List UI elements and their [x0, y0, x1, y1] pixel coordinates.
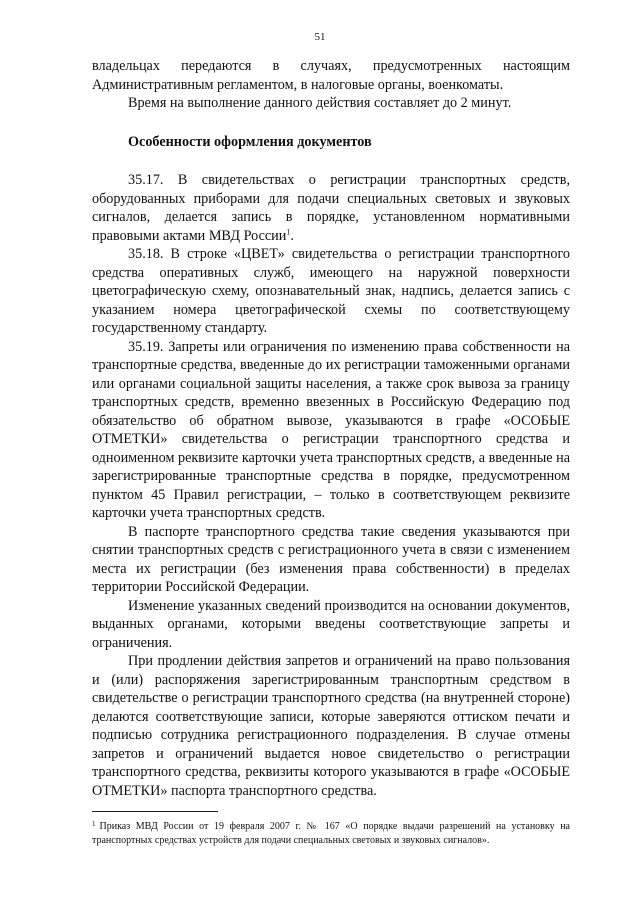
footnote-reference: 1: [286, 226, 291, 236]
paragraph-time-note: Время на выполнение данного действия составляет до 2 минут.: [128, 95, 512, 111]
paragraph-35-17: [92, 171, 570, 245]
paragraph-passport: В паспорте транспортного средства такие сведения указываются при снятии транспортных средств с регистрационного учета в связи с изменением места их регистрации (без изменения права собственности) в пределах территории Российской Федерации.: [92, 523, 570, 595]
paragraph-35-19: 35.19. Запреты или ограничения по изменению права собственности на транспортные средства, введенные до их регистрации таможенными органами или органами социальной защиты населения, а также срок вывоза за границу транспортных средств, временно ввезенных в Российскую Федерацию под обязательство об обратном вывозе, указываются в графе «ОСОБЫЕ ОТМЕТКИ» свидетельства о регистрации транспортного средства и одноименном реквизите карточки учета транспортных средств, а введенные на зарегистрированные транспортные средства в порядке, предусмотренном пунктом 45 Правил регистрации, – только в соответствующем реквизите карточки учета транспортных средств.: [92, 338, 570, 521]
page-number: 51: [314, 31, 326, 43]
paragraph-extension: При продлении действия запретов и ограничений на право пользования и (или) распоряжения зарегистрированным транспортным средством в свидетельстве о регистрации транспортного средства (на внутренней стороне) делаются соответствующие записи, которые заверяются оттиском печати и подписью сотрудника регистрационного подразделения. В случае отмены запретов и ограничений выдается новое свидетельство о регистрации транспортного средства, реквизиты которого указываются в графе «ОСОБЫЕ ОТМЕТКИ» паспорта транспортного средства.: [92, 653, 570, 799]
footnote-number: 1: [92, 820, 96, 828]
paragraph-changes: Изменение указанных сведений производится на основании документов, выданных органами, которыми введены соответствующие запреты и ограничения.: [92, 597, 570, 651]
paragraph-35-17-text: 35.17. В свидетельствах о регистрации транспортных средств, оборудованных приборами для подачи специальных световых и звуковых сигналов, делается запись в порядке, установленном нормативными правовыми актами МВД России: [92, 172, 570, 244]
document-body: [92, 57, 570, 800]
footnote-text: Приказ МВД России от 19 февраля 2007 г. № 167 «О порядке выдачи разрешений на установку на транспортных средствах устройств для подачи специальных световых и звуковых сигналов».: [92, 821, 570, 846]
section-heading: Особенности оформления документов: [128, 133, 372, 150]
footnote: [92, 818, 570, 847]
footnote-divider: [92, 811, 218, 812]
paragraph-35-17-end: .: [290, 227, 294, 244]
paragraph-continuation: владельцах передаются в случаях, предусмотренных настоящим Административным регламентом, в налоговые органы, военкоматы.: [92, 58, 570, 93]
paragraph-35-18: 35.18. В строке «ЦВЕТ» свидетельства о регистрации транспортного средства оперативных служб, имеющего на наружной поверхности цветографическую схему, опознавательный знак, надпись, делается запись с указанием номера цветографической схемы по соответствующему государственному стандарту.: [92, 246, 570, 336]
